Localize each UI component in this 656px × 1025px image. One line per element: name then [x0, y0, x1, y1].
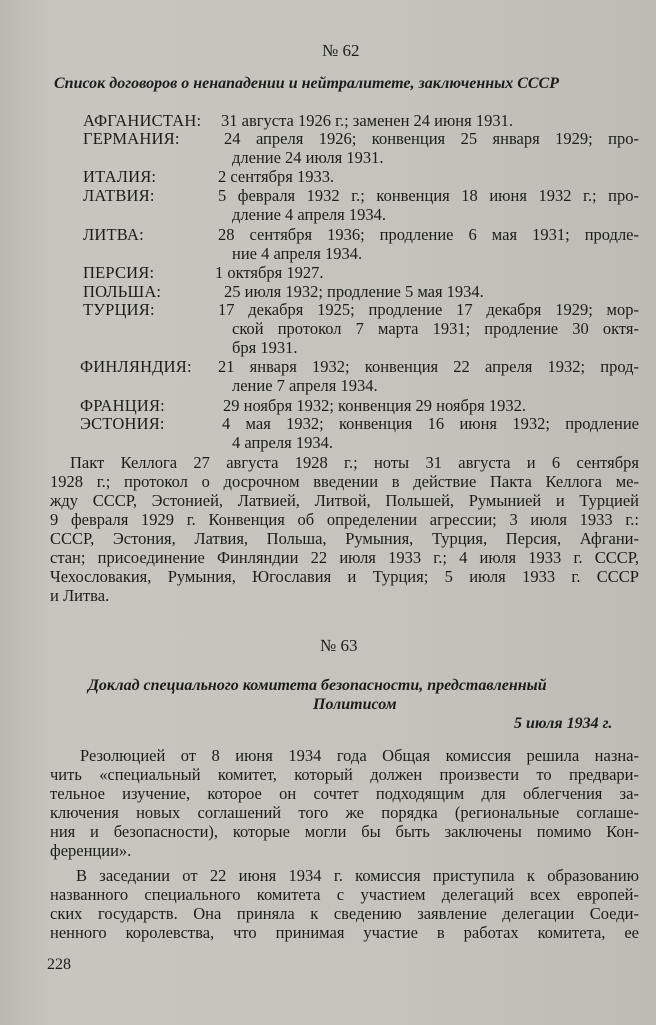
text-line: 9 февраля 1929 г. Конвенция об определении агрессии; 3 июля 1933 г.:	[50, 510, 639, 529]
text-line: стан; присоединение Финляндии 22 июля 1933 г.; 4 июля 1933 г. СССР,	[50, 548, 639, 567]
entry-france-line: 29 ноября 1932; конвенция 29 ноября 1932.	[223, 396, 526, 415]
text-line: жду СССР, Эстонией, Латвией, Литвой, Польшей, Румынией и Турцией	[50, 491, 639, 510]
text-line: Пакт Келлога 27 августа 1928 г.; ноты 31 августа и 6 сентября	[70, 453, 639, 472]
country-finland: ФИНЛЯНДИЯ:	[80, 357, 192, 376]
entry-turkey-line: ской протокол 7 марта 1931; продление 30 октя-	[232, 319, 639, 338]
country-afghanistan: АФГАНИСТАН:	[83, 111, 202, 130]
entry-poland-line: 25 июля 1932; продление 5 мая 1934.	[224, 282, 484, 301]
entry-latvia-line: дление 4 апреля 1934.	[232, 205, 387, 224]
entry-estonia-line: 4 апреля 1934.	[232, 433, 333, 452]
entry-afghanistan-line: 31 августа 1926 г.; заменен 24 июня 1931.	[221, 111, 513, 130]
entry-turkey-line: 17 декабря 1925; продление 17 декабря 1929; мор-	[218, 300, 639, 319]
doc-63-title: Доклад специального комитета безопасности, представленный	[88, 677, 547, 694]
doc-63-date: 5 июля 1934 г.	[514, 715, 613, 732]
text-line: В заседании от 22 июня 1934 г. комиссия приступила к образованию	[76, 866, 639, 885]
country-france: ФРАНЦИЯ:	[80, 396, 165, 415]
page-number: 228	[47, 956, 71, 973]
entry-lithuania-line: ние 4 апреля 1934.	[232, 244, 363, 263]
entry-finland-line: ление 7 апреля 1934.	[232, 376, 378, 395]
text-line: ненного королевства, что принимая участие в работах комитета, ее	[50, 923, 639, 942]
country-persia: ПЕРСИЯ:	[83, 263, 155, 282]
entry-germany-line: 24 апреля 1926; конвенция 25 января 1929; про-	[224, 129, 639, 148]
text-line: Резолюцией от 8 июня 1934 года Общая комиссия решила назна-	[80, 746, 639, 765]
country-poland: ПОЛЬША:	[83, 282, 162, 301]
entry-latvia-line: 5 февраля 1932 г.; конвенция 18 июня 1932 г.; про-	[218, 186, 639, 205]
text-line: тельное изучение, которое он сочтет подходящим для облегчения за-	[50, 784, 639, 803]
text-line: ключения новых соглашений того же порядка (региональные соглаше-	[50, 803, 639, 822]
text-line: Чехословакия, Румыния, Югославия и Турция; 5 июля 1933 г. СССР	[50, 567, 639, 586]
entry-germany-line: дление 24 июля 1931.	[232, 148, 384, 167]
country-italy: ИТАЛИЯ:	[83, 167, 157, 186]
country-lithuania: ЛИТВА:	[83, 225, 144, 244]
entry-lithuania-line: 28 сентября 1936; продление 6 мая 1931; продле-	[218, 225, 639, 244]
country-estonia: ЭСТОНИЯ:	[80, 414, 165, 433]
country-turkey: ТУРЦИЯ:	[83, 300, 155, 319]
text-line: ния и безопасности), которые могли бы быть заключены помимо Кон-	[50, 822, 639, 841]
entry-turkey-line: бря 1931.	[232, 338, 298, 357]
entry-persia-line: 1 октября 1927.	[215, 263, 324, 282]
text-line: СССР, Эстония, Латвия, Польша, Румыния, Турция, Персия, Афгани-	[50, 529, 639, 548]
doc-63-title: Политисом	[313, 696, 397, 713]
text-line: ференции».	[50, 841, 132, 860]
country-latvia: ЛАТВИЯ:	[83, 186, 155, 205]
doc-62-title: Список договоров о ненападении и нейтралитете, заключенных СССР	[54, 75, 559, 92]
entry-estonia-line: 4 мая 1932; конвенция 16 июня 1932; продление	[222, 414, 639, 433]
text-line: и Литва.	[50, 586, 110, 605]
entry-finland-line: 21 января 1932; конвенция 22 апреля 1932; прод-	[218, 357, 639, 376]
doc-63-number: № 63	[320, 636, 358, 655]
text-line: названного специального комитета с участием делегаций всех европей-	[50, 885, 639, 904]
text-line: чить «специальный комитет, который должен произвести то предвари-	[50, 765, 639, 784]
country-germany: ГЕРМАНИЯ:	[83, 129, 180, 148]
text-line: ских государств. Она приняла к сведению заявление делегации Соеди-	[50, 904, 639, 923]
text-line: 1928 г.; протокол о досрочном введении в действие Пакта Келлога ме-	[50, 472, 639, 491]
doc-62-number: № 62	[322, 41, 360, 60]
entry-italy-line: 2 сентября 1933.	[218, 167, 335, 186]
